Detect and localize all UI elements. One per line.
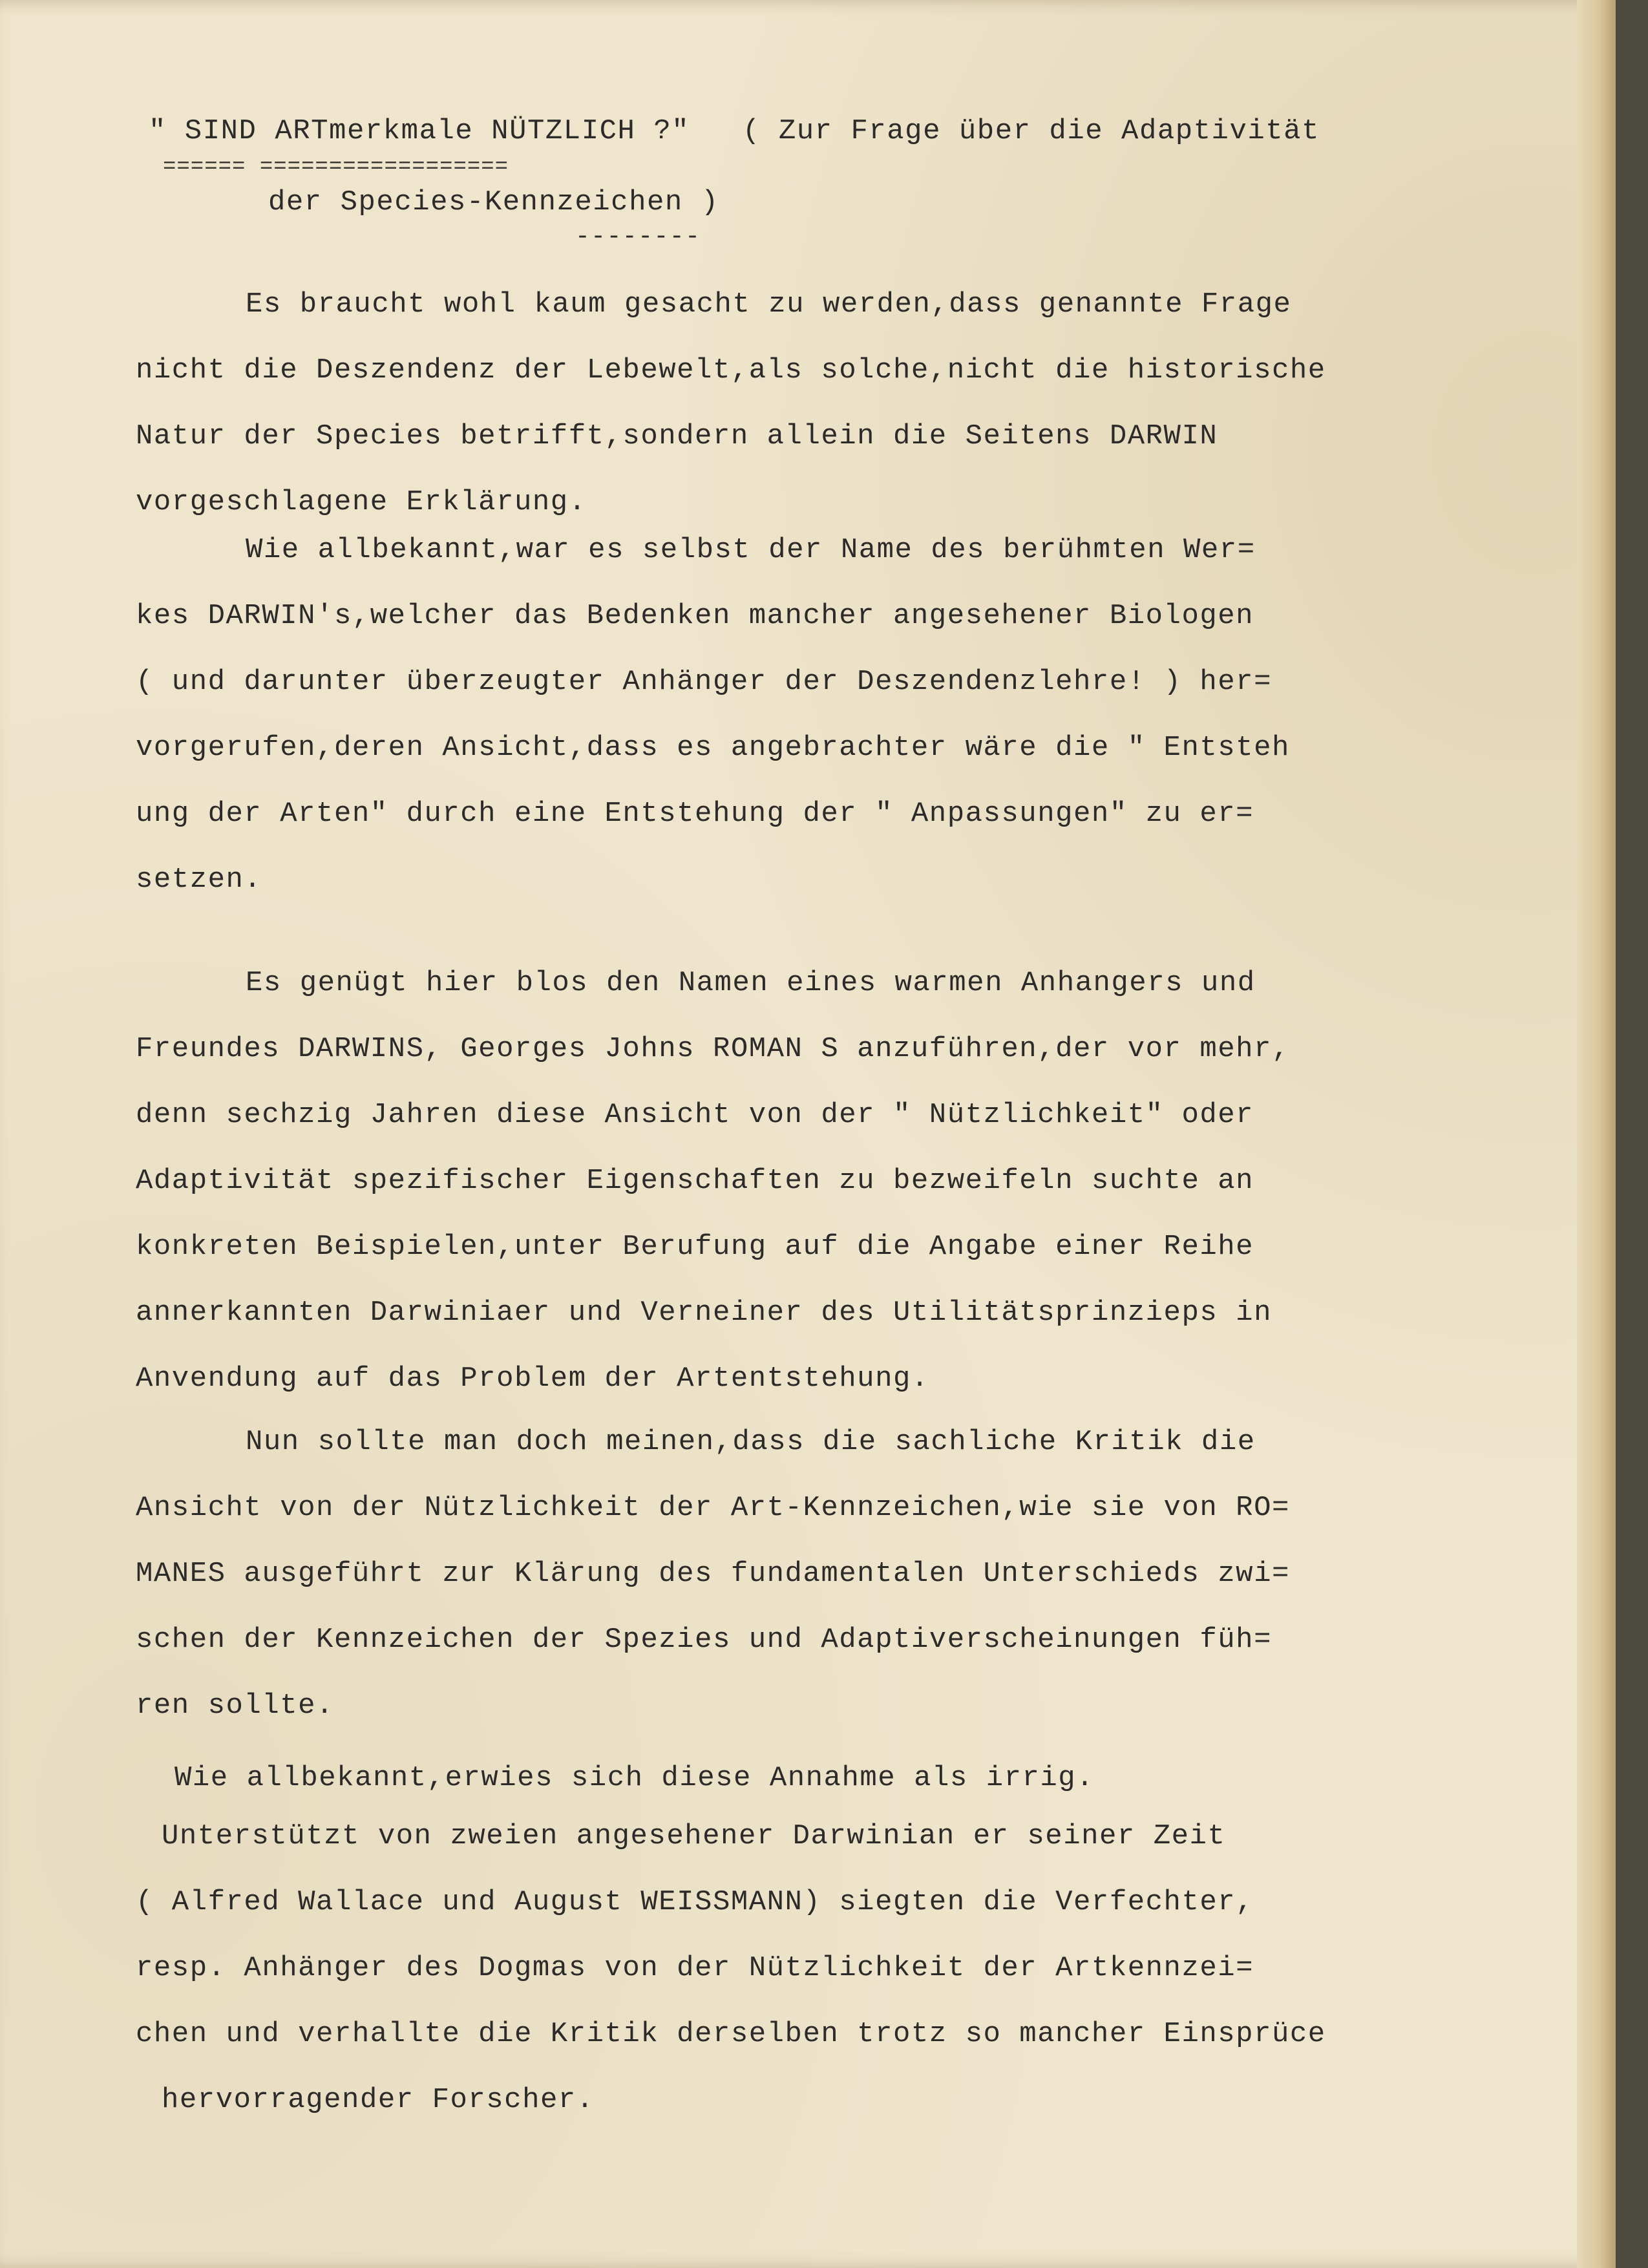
- text-line: Es braucht wohl kaum gesacht zu werden,dass genannte Frage: [246, 288, 1292, 321]
- text-line: schen der Kennzeichen der Spezies und Adaptiverscheinungen füh=: [136, 1624, 1272, 1656]
- text-line: ung der Arten" durch eine Entstehung der " Anpassungen" zu er=: [136, 798, 1254, 830]
- paragraph-4: [136, 1409, 1558, 1739]
- text-line: Es genügt hier blos den Namen eines warmen Anhangers und: [246, 967, 1256, 999]
- text-line: annerkannten Darwiniaer und Verneiner des Utilitätsprinzieps in: [136, 1297, 1272, 1329]
- paper-edge: [1577, 0, 1616, 2268]
- text-line: Natur der Species betrifft,sondern allein die Seitens DARWIN: [136, 420, 1218, 452]
- title-line: [149, 115, 1320, 147]
- title-underline: ====== ==================: [163, 155, 509, 180]
- title-dash-rule: --------: [575, 223, 701, 251]
- paragraph-3: [136, 950, 1558, 1412]
- paragraph-6: [136, 1803, 1558, 2133]
- text-line: chen und verhallte die Kritik derselben trotz so mancher Einsprüce: [136, 2018, 1326, 2050]
- paragraph-5: [136, 1745, 1558, 1811]
- text-line: Wie allbekannt,war es selbst der Name des berühmten Wer=: [246, 534, 1256, 566]
- text-line: Adaptivität spezifischer Eigenschaften zu bezweifeln suchte an: [136, 1165, 1254, 1197]
- text-line: ( und darunter überzeugter Anhänger der Deszendenzlehre! ) her=: [136, 666, 1272, 698]
- text-line: Nun sollte man doch meinen,dass die sachliche Kritik die: [246, 1426, 1256, 1458]
- document-title: " SIND ARTmerkmale NÜTZLICH ?": [149, 115, 690, 147]
- paragraph-1: [136, 271, 1558, 535]
- text-line: Freundes DARWINS, Georges Johns ROMAN S anzuführen,der vor mehr,: [136, 1033, 1290, 1065]
- text-line: ( Alfred Wallace und August WEISSMANN) siegten die Verfechter,: [136, 1886, 1254, 1918]
- paragraph-2: [136, 517, 1558, 913]
- text-line: MANES ausgeführt zur Klärung des fundamentalen Unterschieds zwi=: [136, 1558, 1290, 1590]
- text-line: setzen.: [136, 864, 262, 896]
- text-line: denn sechzig Jahren diese Ansicht von der " Nützlichkeit" oder: [136, 1099, 1254, 1131]
- document-subtitle-part2: der Species-Kennzeichen ): [268, 186, 719, 218]
- text-line: resp. Anhänger des Dogmas von der Nützlichkeit der Artkennzei=: [136, 1952, 1254, 1984]
- text-line: hervorragender Forscher.: [162, 2084, 595, 2116]
- text-line: Anvendung auf das Problem der Artentstehung.: [136, 1362, 929, 1395]
- text-line: Unterstützt von zweien angesehener Darwinian er seiner Zeit: [162, 1820, 1226, 1852]
- text-line: nicht die Deszendenz der Lebewelt,als solche,nicht die historische: [136, 354, 1326, 387]
- text-line: vorgeschlagene Erklärung.: [136, 486, 587, 518]
- text-line: vorgerufen,deren Ansicht,dass es angebrachter wäre die " Entsteh: [136, 732, 1290, 764]
- text-line: Ansicht von der Nützlichkeit der Art-Kennzeichen,wie sie von RO=: [136, 1492, 1290, 1524]
- text-line: Wie allbekannt,erwies sich diese Annahme als irrig.: [174, 1762, 1095, 1794]
- text-line: ren sollte.: [136, 1690, 334, 1722]
- text-line: kes DARWIN's,welcher das Bedenken mancher angesehener Biologen: [136, 600, 1254, 632]
- document-subtitle-part1: ( Zur Frage über die Adaptivität: [743, 115, 1320, 147]
- text-line: konkreten Beispielen,unter Berufung auf die Angabe einer Reihe: [136, 1231, 1254, 1263]
